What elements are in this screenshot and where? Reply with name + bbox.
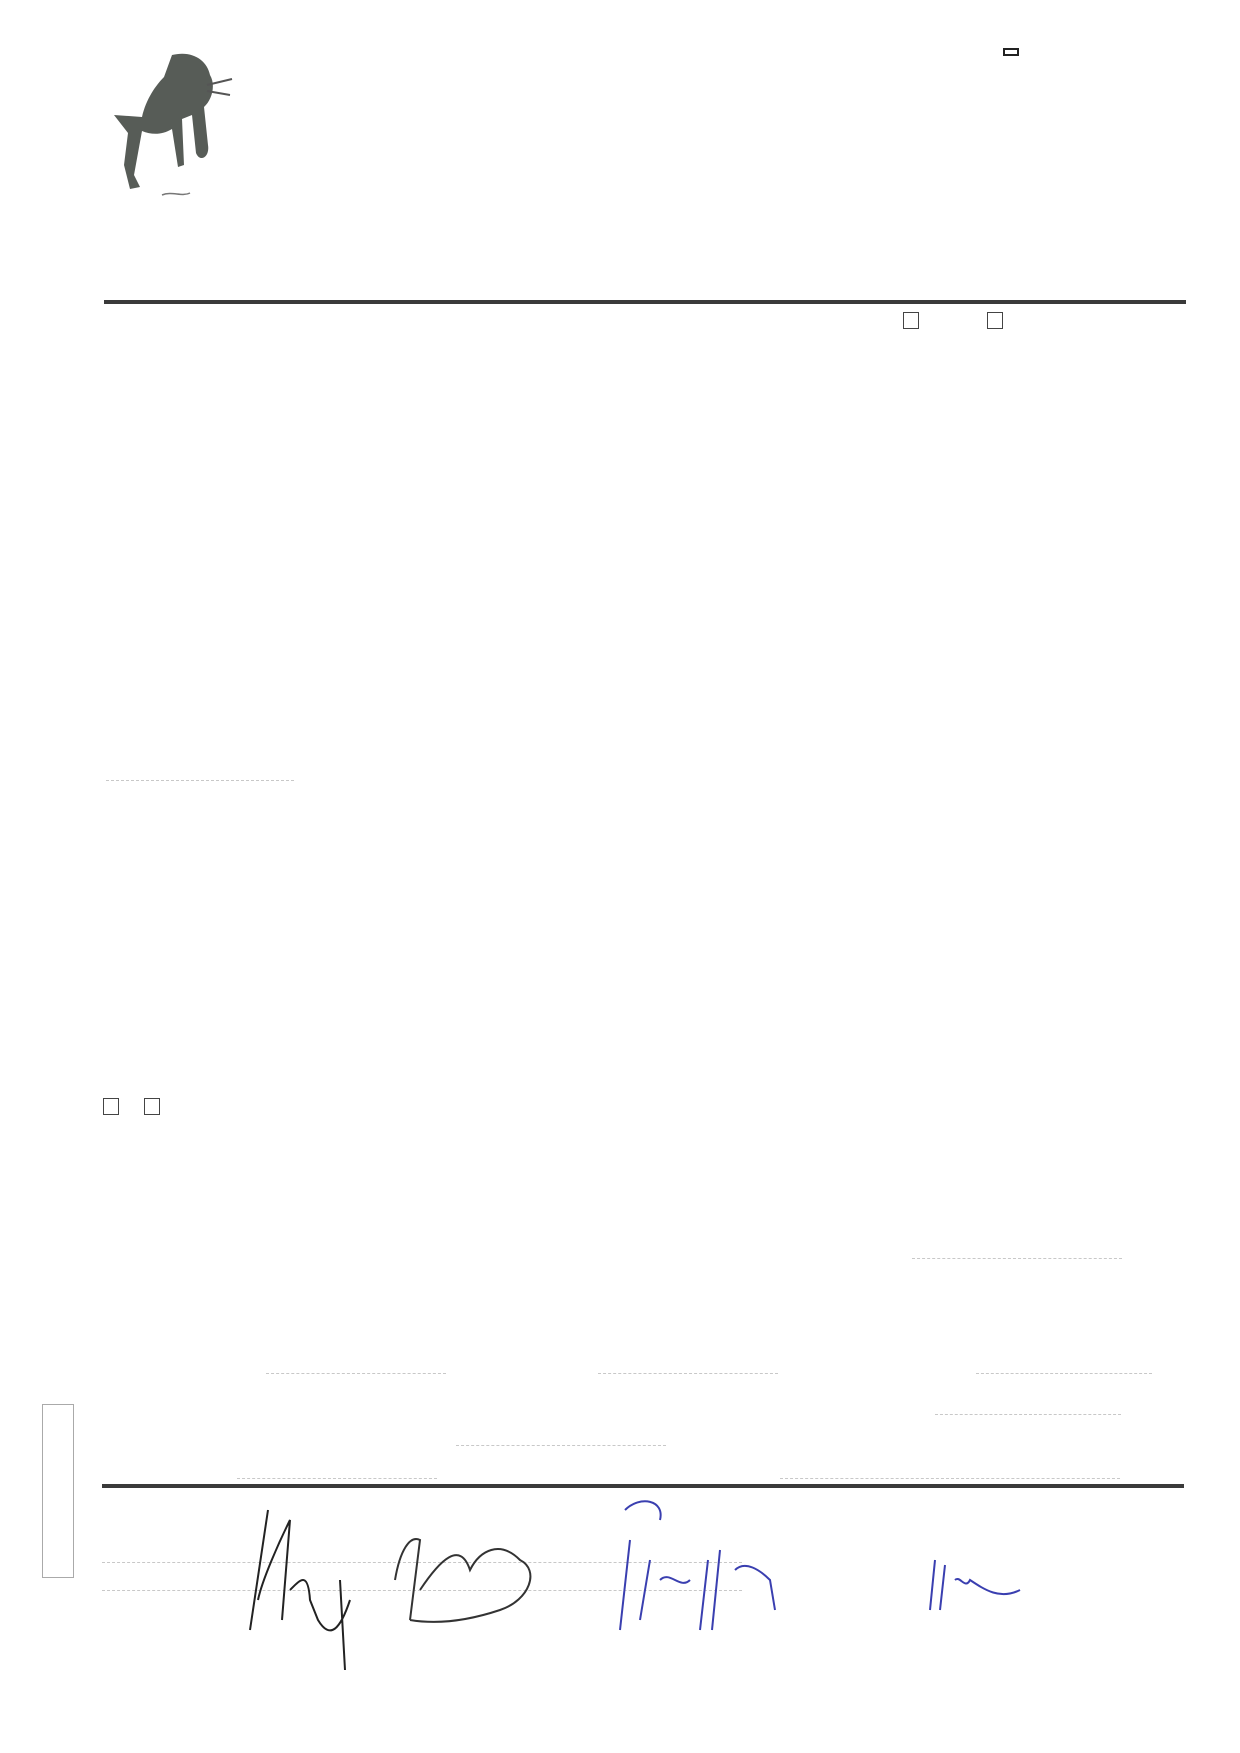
form-number-badge: [1003, 48, 1019, 56]
logo: [112, 45, 242, 210]
form-haarwert-line: [456, 1445, 666, 1446]
section-divider: [104, 300, 1186, 304]
augenfehler-line: [935, 1414, 1121, 1415]
signature-pruefungsleiter: [250, 1510, 350, 1670]
ja-checkbox[interactable]: [103, 1098, 119, 1115]
hodenfehler-line: [237, 1478, 437, 1479]
signature-richter-1: [620, 1501, 775, 1630]
zahnfehler-line: [976, 1373, 1152, 1374]
andere-maengel-line: [912, 1258, 1122, 1259]
huendin-checkbox[interactable]: [987, 312, 1003, 329]
signature-richter-ro: [395, 1539, 530, 1622]
hunting-dog-logo-icon: [112, 45, 242, 210]
ruede-checkbox[interactable]: [903, 312, 919, 329]
signature-scribbles: [0, 1480, 1240, 1680]
praemolar-line: [266, 1373, 446, 1374]
grobe-maengel-line: [780, 1478, 1120, 1479]
nein-checkbox[interactable]: [144, 1098, 160, 1115]
credit-box: [42, 1404, 74, 1578]
signature-line-pruefungsleiter: [106, 780, 294, 781]
molar-line: [598, 1373, 778, 1374]
signature-richter-2: [930, 1560, 1020, 1610]
